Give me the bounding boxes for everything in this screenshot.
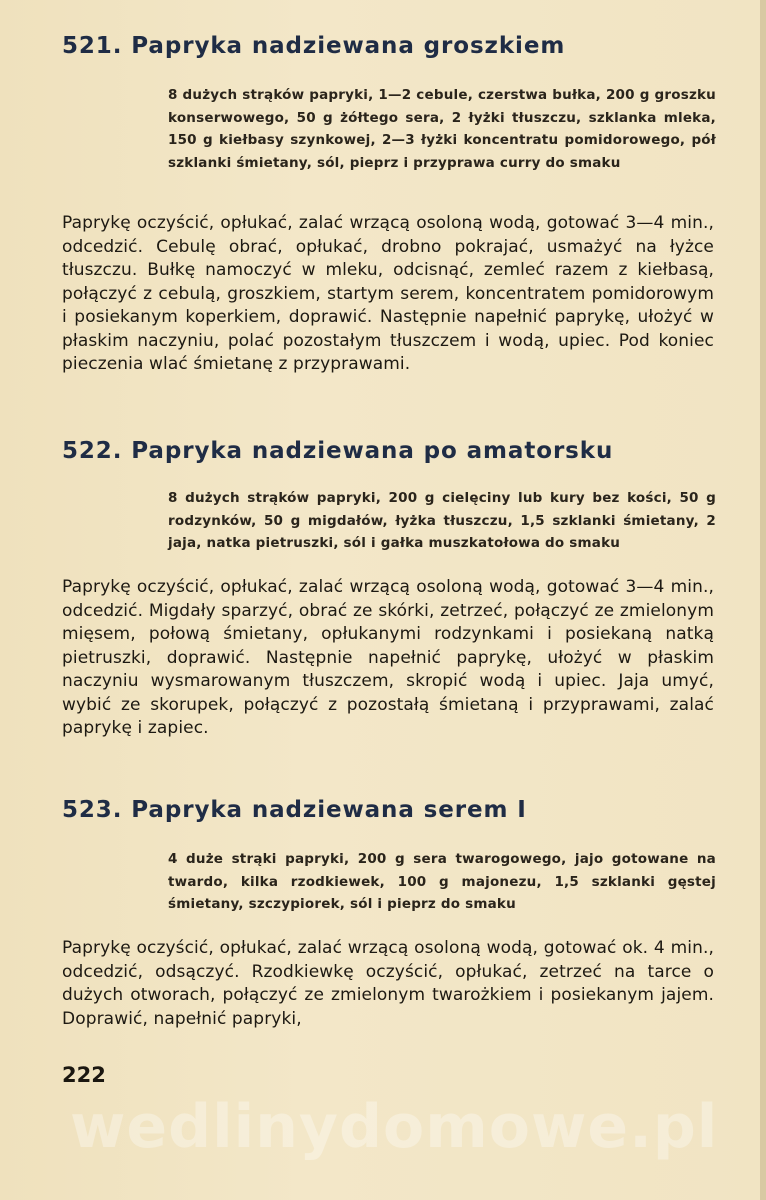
recipe-521-method: Paprykę oczyścić, opłukać, zalać wrzącą osoloną wodą, gotować 3—4 min., odcedzić. Cebulę obrać, opłukać, drobno pokrajać, usmażyć na łyżce tłuszczu. Bułkę namoczyć w mleku, odcisnąć, zemleć razem z kiełbasą, połączyć z cebulą, groszkiem, startym serem, koncentratem pomidorowym i posiekanym koperkiem, doprawić. Następnie napełnić paprykę, ułożyć w płaskim naczyniu, polać pozostałym tłuszczem i wodą, upiec. Pod koniec pieczenia wlać śmietanę z przyprawami. bbox=[62, 213, 714, 374]
recipe-523-method: Paprykę oczyścić, opłukać, zalać wrzącą osoloną wodą, gotować ok. 4 min., odcedzić, odsączyć. Rzodkiewkę oczyścić, opłukać, zetrzeć na tarce o dużych otworach, połączyć ze zmielonym twarożkiem i posiekanym jajem. Doprawić, napełnić papryki, bbox=[62, 938, 714, 1029]
page-edge bbox=[760, 0, 766, 1200]
recipe-title: Papryka nadziewana groszkiem bbox=[131, 33, 566, 59]
recipe-523-heading bbox=[62, 797, 527, 823]
recipe-number: 522. bbox=[62, 438, 123, 464]
recipe-521-ingredients: 8 dużych strąków papryki, 1—2 cebule, czerstwa bułka, 200 g groszku konserwowego, 50 g żółtego sera, 2 łyżki tłuszczu, szklanka mleka, 150 g kiełbasy szynkowej, 2—3 łyżki koncentratu pomidorowego, pół szklanki śmietany, sól, pieprz i przyprawa curry do smaku bbox=[168, 87, 716, 171]
recipe-number: 521. bbox=[62, 33, 123, 59]
recipe-522-method: Paprykę oczyścić, opłukać, zalać wrzącą osoloną wodą, gotować 3—4 min., odcedzić. Migdały sparzyć, obrać ze skórki, zetrzeć, połączyć ze zmielonym mięsem, połową śmietany, opłukanymi rodzynkami i posiekaną natką pietruszki, doprawić. Następnie napełnić paprykę, ułożyć w płaskim naczyniu wysmarowanym tłuszczem, skropić wodą i upiec. Jaja umyć, wybić ze skorupek, połączyć z pozostałą śmietaną i przyprawami, zalać paprykę i zapiec. bbox=[62, 577, 714, 738]
recipe-title: Papryka nadziewana po amatorsku bbox=[131, 438, 614, 464]
recipe-title: Papryka nadziewana serem I bbox=[131, 797, 527, 823]
recipe-522-ingredients: 8 dużych strąków papryki, 200 g cielęciny lub kury bez kości, 50 g rodzynków, 50 g migdałów, łyżka tłuszczu, 1,5 szklanki śmietany, 2 jaja, natka pietruszki, sól i gałka muszkatołowa do smaku bbox=[168, 490, 716, 551]
page-number: 222 bbox=[62, 1063, 106, 1087]
recipe-number: 523. bbox=[62, 797, 123, 823]
watermark: wedlinydomowe.pl bbox=[70, 1092, 719, 1162]
recipe-522-heading bbox=[62, 438, 613, 464]
recipe-521-heading bbox=[62, 33, 565, 59]
recipe-523-ingredients: 4 duże strąki papryki, 200 g sera twarogowego, jajo gotowane na twardo, kilka rzodkiewek, 100 g majonezu, 1,5 szklanki gęstej śmietany, szczypiorek, sól i pieprz do smaku bbox=[168, 851, 716, 912]
